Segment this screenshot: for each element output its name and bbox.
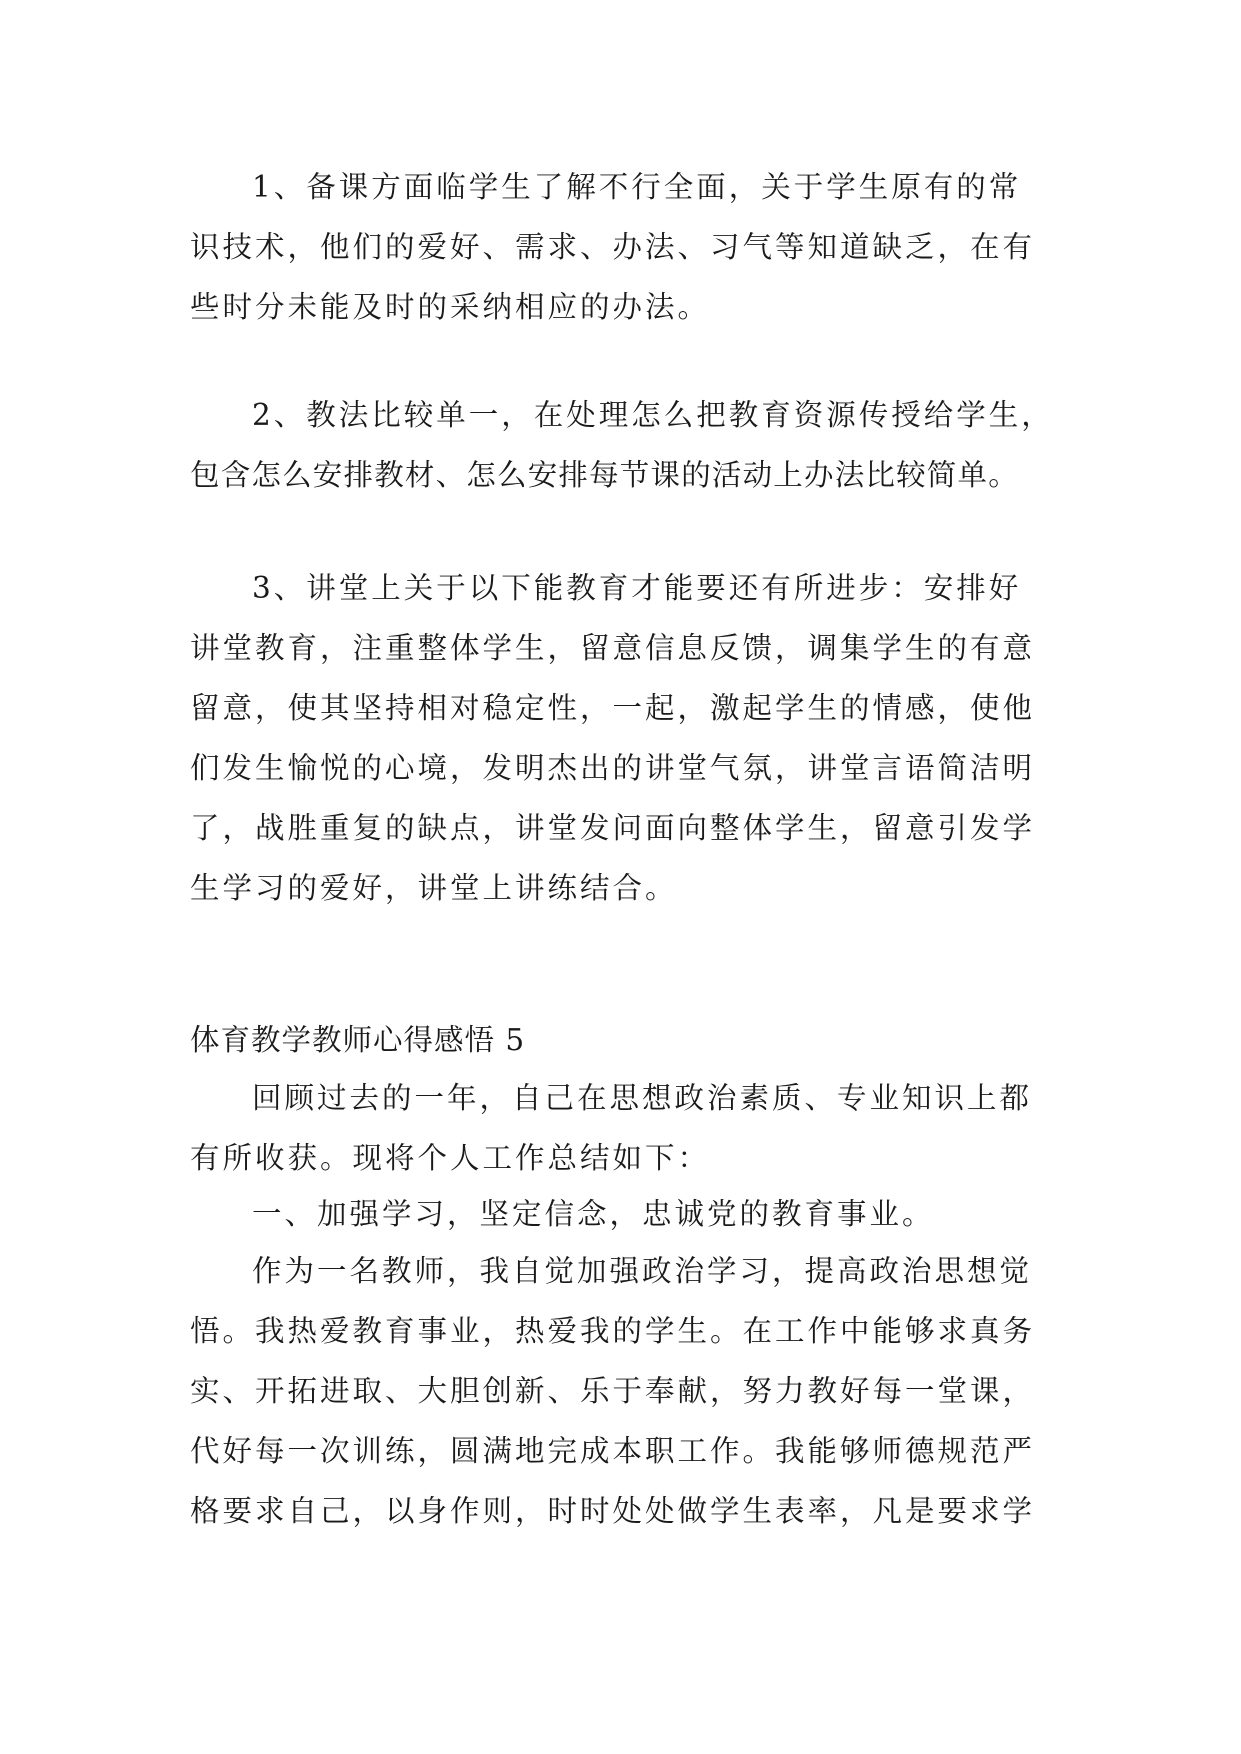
section-title: 体育教学教师心得感悟 5 <box>190 1023 526 1057</box>
paragraph-line: 格要求自己，以身作则，时时处处做学生表率，凡是要求学 <box>190 1494 1036 1528</box>
paragraph-line: 些时分未能及时的采纳相应的办法。 <box>190 290 711 324</box>
section-5-body <box>190 1241 1050 1541</box>
paragraph-3 <box>190 558 1050 918</box>
paragraph-line: 3、讲堂上关于以下能教育才能要还有所进步：安排好 <box>252 571 1022 605</box>
section-5-subheading <box>190 1184 1050 1244</box>
paragraph-line: 识技术，他们的爱好、需求、办法、习气等知道缺乏，在有 <box>190 230 1036 264</box>
paragraph-line: 作为一名教师，我自觉加强政治学习，提高政治思想觉 <box>252 1254 1033 1288</box>
paragraph-line: 实、开拓进取、大胆创新、乐于奉献，努力教好每一堂课， <box>190 1374 1036 1408</box>
paragraph-line: 代好每一次训练，圆满地完成本职工作。我能够师德规范严 <box>190 1434 1036 1468</box>
paragraph-line: 们发生愉悦的心境，发明杰出的讲堂气氛，讲堂言语简洁明 <box>190 751 1036 785</box>
paragraph-line: 讲堂教育，注重整体学生，留意信息反馈，调集学生的有意 <box>190 631 1036 665</box>
paragraph-line: 了，战胜重复的缺点，讲堂发问面向整体学生，留意引发学 <box>190 811 1036 845</box>
paragraph-1 <box>190 157 1050 337</box>
paragraph-line: 1、备课方面临学生了解不行全面，关于学生原有的常 <box>252 170 1022 204</box>
section-5 <box>190 1010 1050 1070</box>
paragraph-line: 有所收获。现将个人工作总结如下： <box>190 1141 711 1175</box>
paragraph-line: 悟。我热爱教育事业，热爱我的学生。在工作中能够求真务 <box>190 1314 1036 1348</box>
paragraph-line: 回顾过去的一年，自己在思想政治素质、专业知识上都 <box>252 1081 1033 1115</box>
paragraph-line: 2、教法比较单一，在处理怎么把教育资源传授给学生， <box>252 398 1054 432</box>
subheading: 一、加强学习，坚定信念，忠诚党的教育事业。 <box>252 1197 935 1231</box>
paragraph-2 <box>190 385 1054 505</box>
paragraph-line: 生学习的爱好，讲堂上讲练结合。 <box>190 871 678 905</box>
section-5-intro <box>190 1068 1050 1188</box>
paragraph-line: 包含怎么安排教材、怎么安排每节课的活动上办法比较简单。 <box>190 458 1019 492</box>
paragraph-line: 留意，使其坚持相对稳定性，一起，激起学生的情感，使他 <box>190 691 1036 725</box>
